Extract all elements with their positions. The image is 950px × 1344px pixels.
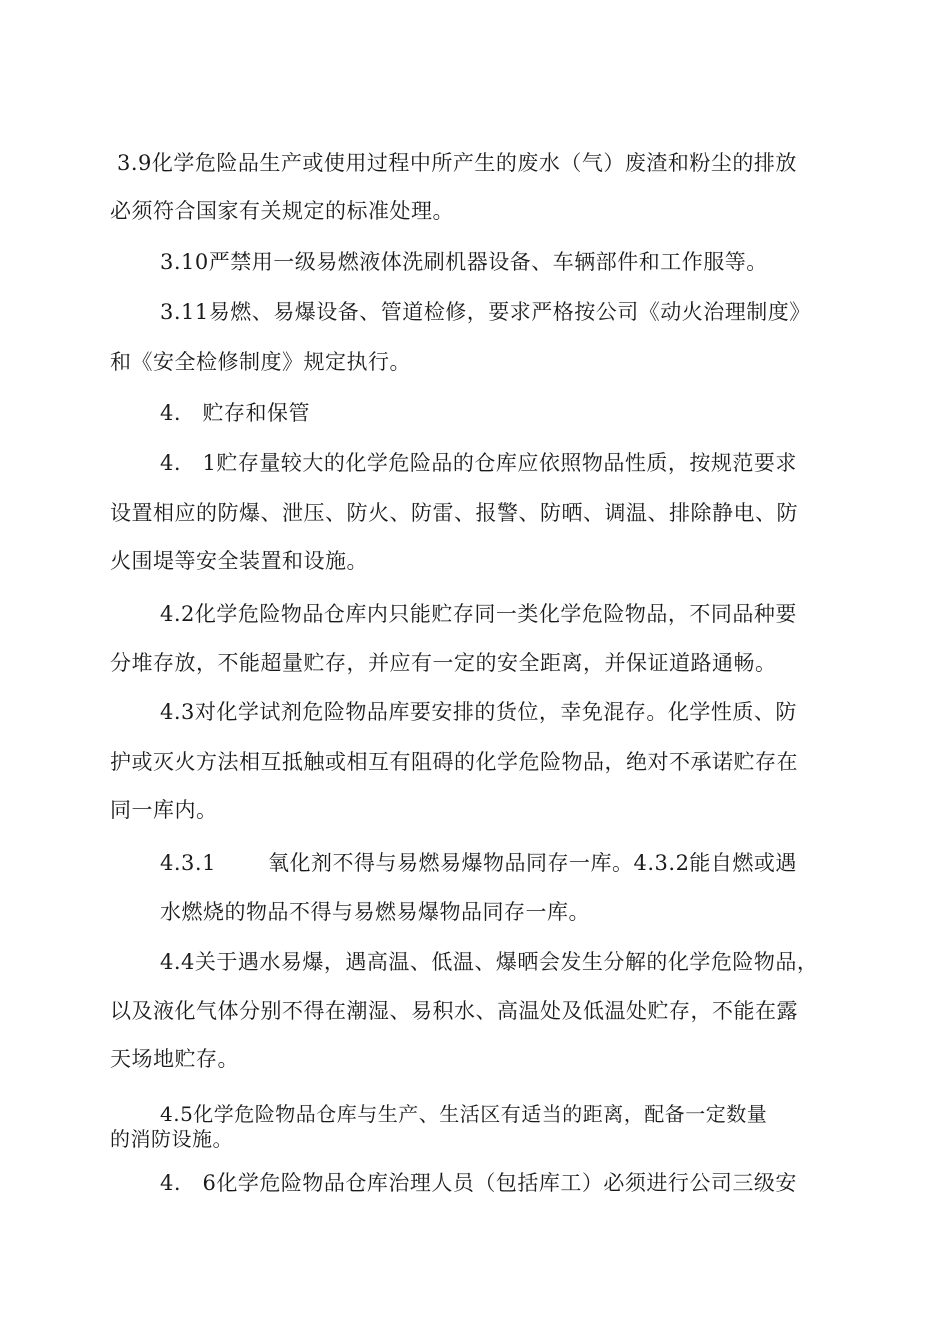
para-4-4-line-2: 以及液化气体分别不得在潮湿、易积水、高温处及低温处贮存，不能在露 xyxy=(110,999,798,1023)
para-4-1-line-2: 设置相应的防爆、泄压、防火、防雷、报警、防晒、调温、排除静电、防 xyxy=(110,501,798,525)
para-4-5-line-1: 4.5化学危险物品仓库与生产、生活区有适当的距离，配备一定数量 xyxy=(160,1102,768,1126)
para-4-3-1-number: 4.3.1 xyxy=(160,851,216,875)
para-4-4-line-3: 天场地贮存。 xyxy=(110,1047,239,1071)
para-4-3-line-1: 4.3对化学试剂危险物品库要安排的货位，幸免混存。化学性质、防 xyxy=(160,700,797,724)
para-4-2-line-2: 分堆存放，不能超量贮存，并应有一定的安全距离，并保证道路通畅。 xyxy=(110,651,777,675)
para-4-3-1-line-1: 氧化剂不得与易燃易爆物品同存一库。4.3.2能自燃或遇 xyxy=(268,851,797,875)
para-4-1-line-1: 4. 1贮存量较大的化学危险品的仓库应依照物品性质，按规范要求 xyxy=(160,451,797,475)
para-4-2-line-1: 4.2化学危险物品仓库内只能贮存同一类化学危险物品，不同品种要 xyxy=(160,602,797,626)
para-4-3-1-line-2: 水燃烧的物品不得与易燃易爆物品同存一库。 xyxy=(160,900,590,924)
para-4-4-line-1: 4.4关于遇水易爆，遇高温、低温、爆晒会发生分解的化学危险物品， xyxy=(160,950,819,974)
section-4-heading: 4. 贮存和保管 xyxy=(160,401,311,425)
para-4-5-line-2: 的消防设施。 xyxy=(110,1127,233,1151)
para-4-6-line-1: 4. 6化学危险物品仓库治理人员（包括库工）必须进行公司三级安 xyxy=(160,1171,797,1195)
para-4-3-line-3: 同一库内。 xyxy=(110,798,218,822)
para-3-11-line-2: 和《安全检修制度》规定执行。 xyxy=(110,350,411,374)
para-3-9-line-1: 3.9化学危险品生产或使用过程中所产生的废水（气）废渣和粉尘的排放 xyxy=(117,151,797,175)
para-3-10-line-1: 3.10严禁用一级易燃液体洗刷机器设备、车辆部件和工作服等。 xyxy=(160,250,768,274)
para-4-1-line-3: 火围堤等安全装置和设施。 xyxy=(110,549,368,573)
para-3-11-line-1: 3.11易燃、易爆设备、管道检修，要求严格按公司《动火治理制度》 xyxy=(160,300,811,324)
para-3-9-line-2: 必须符合国家有关规定的标准处理。 xyxy=(110,199,454,223)
para-4-3-line-2: 护或灭火方法相互抵触或相互有阻碍的化学危险物品，绝对不承诺贮存在 xyxy=(110,750,798,774)
